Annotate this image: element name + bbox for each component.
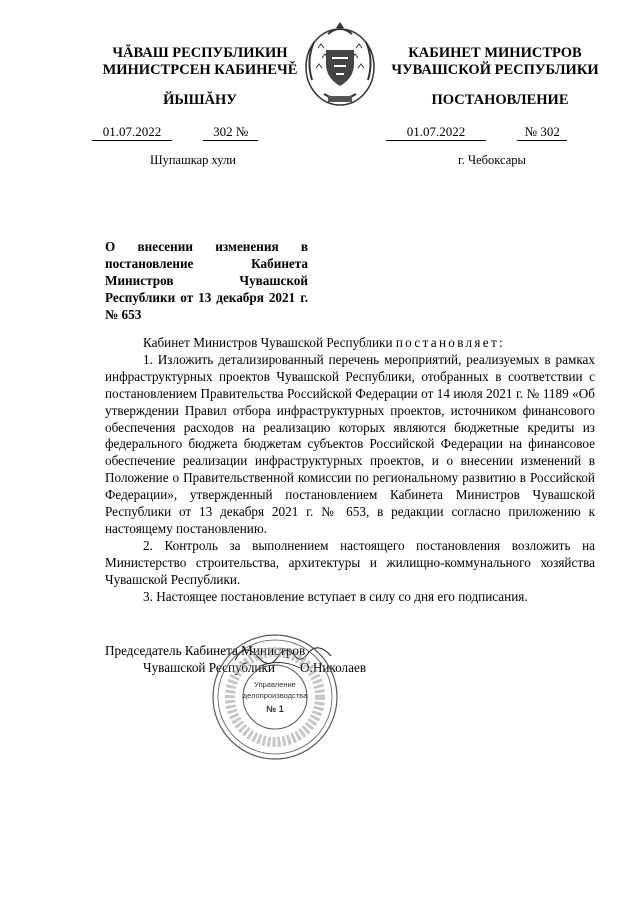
stamp-line1: Управление <box>254 680 296 689</box>
preamble <box>105 335 595 352</box>
date-number-left <box>92 124 258 141</box>
item-2: 2. Контроль за выполнением настоящего постановления возложить на Министерство строительства, архитектуры и жилищно-коммунального хозяйства Чувашской Республики. <box>105 537 595 587</box>
doc-type-chuvash: ЙЫШĂНУ <box>163 92 237 108</box>
preamble-action: постановляет: <box>395 335 505 350</box>
official-stamp <box>210 632 340 762</box>
item-3: 3. Настоящее постановление вступает в силу со дня его подписания. <box>143 588 528 604</box>
city-left: Шупашкар хули <box>150 153 236 167</box>
date-right: 01.07.2022 <box>386 124 486 141</box>
stamp-line3: № 1 <box>266 704 284 714</box>
item-1: 1. Изложить детализированный перечень мероприятий, реализуемых в рамках инфраструктурных проектов Чувашской Республики, отобранных в соответствии с постановлением Правительства Российской Федерации от 14 июля 2021 г. № 1189 «Об утверждении Правил отбора инфраструктурных проектов, источником финансового обеспечения расходов на реализацию которых являются бюджетные кредиты из федерального бюджета бюджетам субъектов Российской Федерации на финансовое обеспечение реализации инфраструктурных проектов, и о внесении изменений в Положение о Правительственной комиссии по региональному развитию в Российской Федерации», утвержденный постановлением Кабинета Министров Чувашской Республики от 13 декабря 2021 г. № 653, в редакции согласно приложению к настоящему постановлению. <box>105 351 595 536</box>
date-left: 01.07.2022 <box>92 124 172 141</box>
number-right: № 302 <box>517 124 567 141</box>
header-right-line1: КАБИНЕТ МИНИСТРОВ <box>408 45 582 61</box>
signature-title-line2: Чувашской Республики <box>143 660 275 675</box>
signature-title-line1: Председатель Кабинета Министров <box>105 643 306 658</box>
preamble-prefix: Кабинет Министров Чувашской Республики <box>143 335 393 350</box>
coat-of-arms-icon <box>298 20 382 110</box>
header-left-line1: ЧĂВАШ РЕСПУБЛИКИН <box>112 45 288 61</box>
header-russian <box>380 45 610 79</box>
doc-type-russian: ПОСТАНОВЛЕНИЕ <box>431 92 569 108</box>
city-right: г. Чебоксары <box>458 153 526 167</box>
header-right-line2: ЧУВАШСКОЙ РЕСПУБЛИКИ <box>391 62 599 78</box>
header-left-line2: МИНИСТРСЕН КАБИНЕЧĚ <box>102 62 298 78</box>
date-number-right <box>386 124 567 141</box>
stamp-line2: делопроизводства <box>242 691 308 700</box>
header-chuvash <box>100 45 300 79</box>
document-subject: О внесении изменения в постановление Кабинета Министров Чувашской Республики от 13 декабря 2021 г. № 653 <box>105 239 308 322</box>
signatory-name: О.Николаев <box>300 660 367 675</box>
number-left: 302 № <box>203 124 258 141</box>
document-body <box>105 335 595 606</box>
